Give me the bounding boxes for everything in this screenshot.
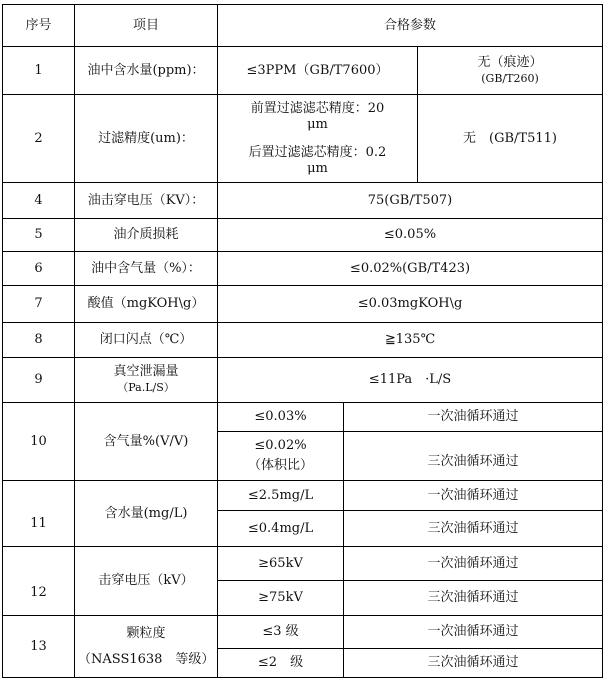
desc-cell: 一次油循环通过 — [344, 616, 603, 649]
value-cell: ≤0.03% — [218, 403, 344, 432]
item-cell — [75, 616, 218, 678]
item-line: 颗粒度 — [126, 625, 166, 641]
param-cell-secondary — [418, 47, 603, 95]
header-seq: 序号 — [3, 5, 75, 47]
seq-cell: 5 — [3, 219, 75, 252]
seq-cell: 9 — [3, 358, 75, 403]
seq-cell: 11 — [3, 481, 75, 547]
param-line: 前置过滤滤芯精度：20 — [250, 100, 385, 116]
header-row — [3, 5, 603, 47]
item-cell: 过滤精度(um)： — [75, 95, 218, 183]
param-cell — [218, 95, 418, 183]
table-row — [3, 95, 603, 183]
param-cell: ≤3PPM（GB/T7600） — [218, 47, 418, 95]
table-row — [3, 183, 603, 219]
value-line: ≤0.02% — [254, 438, 307, 453]
item-cell: 含气量%(V/V) — [75, 403, 218, 481]
table-row — [3, 481, 603, 511]
spec-table — [2, 4, 603, 678]
desc-cell: 一次油循环通过 — [344, 403, 603, 432]
value-cell: ≤3 级 — [218, 616, 344, 649]
seq-cell: 10 — [3, 403, 75, 481]
param-line: (GB/T260) — [481, 71, 539, 85]
table-row — [3, 219, 603, 252]
seq-cell: 2 — [3, 95, 75, 183]
table-row — [3, 358, 603, 403]
table-row — [3, 403, 603, 432]
item-cell: 油介质损耗 — [75, 219, 218, 252]
seq-cell: 8 — [3, 323, 75, 358]
item-cell: 击穿电压（kV） — [75, 547, 218, 616]
param-cell: ≤0.05% — [218, 219, 603, 252]
item-cell: 油中含气量（%）： — [75, 252, 218, 286]
desc-cell: 三次油循环通过 — [344, 511, 603, 547]
param-line: μm — [307, 116, 328, 132]
desc-cell: 一次油循环通过 — [344, 547, 603, 581]
header-item: 项目 — [75, 5, 218, 47]
table-row — [3, 323, 603, 358]
item-line: （Pa.L/S） — [117, 381, 175, 394]
item-cell: 含水量(mg/L) — [75, 481, 218, 547]
value-line: （体积比） — [247, 458, 313, 473]
item-cell: 闭口闪点（℃） — [75, 323, 218, 358]
item-cell: 油击穿电压（KV）： — [75, 183, 218, 219]
item-cell — [75, 358, 218, 403]
value-cell: ≤2.5mg/L — [218, 481, 344, 511]
table-row — [3, 616, 603, 649]
param-cell: ≤0.02%(GB/T423) — [218, 252, 603, 286]
table-row — [3, 252, 603, 286]
seq-cell: 4 — [3, 183, 75, 219]
item-cell: 酸值（mgKOH\g） — [75, 286, 218, 323]
desc-cell: 一次油循环通过 — [344, 481, 603, 511]
param-cell: ≤0.03mgKOH\g — [218, 286, 603, 323]
seq-cell: 13 — [3, 616, 75, 678]
item-cell: 油中含水量(ppm)： — [75, 47, 218, 95]
value-cell: ≥75kV — [218, 581, 344, 616]
table-row — [3, 286, 603, 323]
item-line: 真空泄漏量 — [113, 364, 179, 379]
seq-cell: 6 — [3, 252, 75, 286]
param-cell-secondary: 无 (GB/T511) — [418, 95, 603, 183]
item-line: （NASS1638 等级） — [78, 651, 215, 667]
param-cell: ≧135℃ — [218, 323, 603, 358]
seq-cell: 12 — [3, 547, 75, 616]
header-param: 合格参数 — [218, 5, 603, 47]
desc-cell: 三次油循环通过 — [344, 432, 603, 481]
desc-cell: 三次油循环通过 — [344, 581, 603, 616]
value-cell — [218, 432, 344, 481]
value-cell: ≤0.4mg/L — [218, 511, 344, 547]
param-line: 无（痕迹） — [477, 54, 543, 70]
param-line: μm — [307, 160, 328, 176]
seq-cell: 1 — [3, 47, 75, 95]
seq-cell: 7 — [3, 286, 75, 323]
value-cell: ≥65kV — [218, 547, 344, 581]
value-cell: ≤2 级 — [218, 649, 344, 678]
param-line: 后置过滤滤芯精度：0.2 — [248, 144, 387, 160]
param-cell: 75(GB/T507) — [218, 183, 603, 219]
desc-cell: 三次油循环通过 — [344, 649, 603, 678]
table-row — [3, 547, 603, 581]
param-cell: ≤11Pa ·L/S — [218, 358, 603, 403]
table-row — [3, 47, 603, 95]
